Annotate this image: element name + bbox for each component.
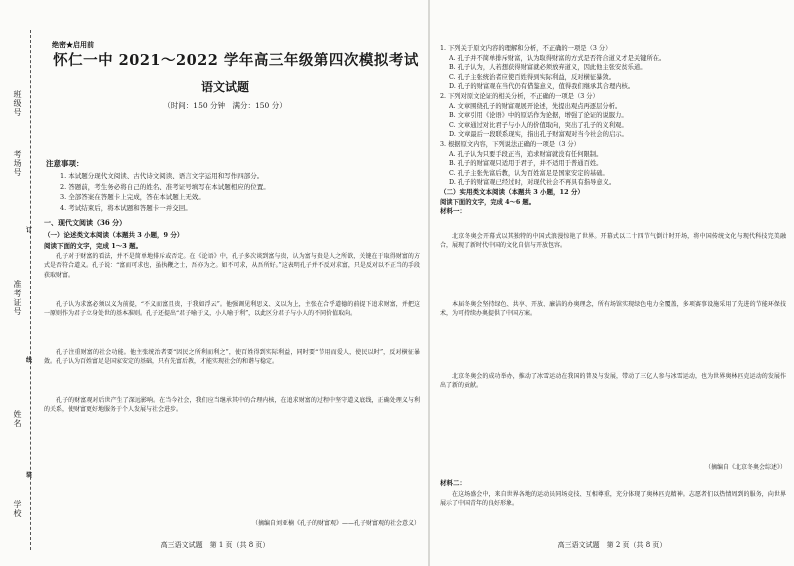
note-item: 4. 考试结束后，将本试题和答题卡一并交回。 (60, 203, 192, 212)
time-score: （时间：150 分钟 满分：150 分） (163, 101, 287, 110)
question-stem: 2. 下列对原文论证的相关分析，不正确的一项是（3 分） (440, 92, 599, 100)
passage-source: （摘编自刘亚楠《孔子的财富观》——孔子财富观的社会意义） (251, 520, 420, 527)
subsection-heading: （一）论述类文本阅读（本题共 3 小题，9 分） (44, 231, 184, 239)
margin-label-class: 班级号 (13, 90, 22, 117)
passage-paragraph: 孔子认为求富必须以义为前提，“不义而富且贵，于我如浮云”。他强调见利思义、义以为上，主张在合乎道德的前提下追求财富，并把这一原则作为君子立身处世的基本准则。孔子还提出“君子喻于义，小人喻于利”，以此区分君子与小人的不同价值取向。 (44, 301, 420, 318)
option: D. 孔子的财富观已经过时，对现代社会不再具有指导意义。 (449, 179, 616, 187)
subsection-heading: （二）实用类文本阅读（本题共 3 小题，12 分） (440, 187, 584, 196)
margin-label-name: 姓名 (13, 410, 22, 428)
material-paragraph: 北京冬奥会开幕式以其独特的中国式浪漫惊艳了世界。开幕式以二十四节气倒计时开场，将中国传统文化与现代科技完美融合，展现了新时代中国的文化自信与开放包容。 (440, 233, 786, 250)
material-paragraph: 北京冬奥会的成功举办，推动了冰雪运动在我国的普及与发展，带动了三亿人参与冰雪运动，也为世界奥林匹克运动的发展作出了新的贡献。 (440, 373, 786, 390)
material-paragraph: 在这场盛会中，来自世界各地的运动员同场竞技、互相尊重，充分体现了奥林匹克精神。志愿者们以热情周到的服务，向世界展示了中国青年的良好形象。 (440, 491, 786, 508)
read-instruction: 阅读下面的文字，完成 1～3 题。 (44, 242, 143, 250)
passage-paragraph: 孔子对于财富的看法，并不是简单地排斥或否定。在《论语》中，孔子多次谈到富与贵，认为富与贵是人之所欲，关键在于取得财富的方式是否符合道义。孔子说：“富而可求也，虽执鞭之士，吾亦为之。如不可求，从吾所好。”这表明孔子并不反对求富，只是反对以不正当的手段获取财富。 (44, 253, 420, 279)
material-heading: 材料二： (440, 479, 466, 487)
option: C. 孔子主张先富后教，认为百姓富足是国家安定的基础。 (449, 169, 609, 177)
option: C. 孔子主张统治者应使百姓得到实际利益，反对横征暴敛。 (449, 73, 616, 81)
material-paragraph: 本届冬奥会坚持绿色、共享、开放、廉洁的办奥理念，所有场馆实现绿色电力全覆盖，多项赛事设施采用了先进的节能环保技术，为可持续办奥提供了中国方案。 (440, 301, 786, 318)
read-instruction: 阅读下面的文字，完成 4～6 题。 (440, 198, 536, 206)
note-item: 1. 本试题分现代文阅读、古代诗文阅读、语言文字运用和写作四部分。 (60, 172, 264, 180)
margin-mark: 线 (26, 357, 33, 364)
margin-label-school: 学校 (13, 500, 22, 518)
page-footer: 高三语文试题 第 2 页（共 8 页） (557, 541, 667, 549)
note-item: 3. 全部答案在答题卡上完成，答在本试题上无效。 (60, 193, 205, 201)
margin-mark: 装 (26, 472, 33, 479)
option: D. 文章最后一段联系现实，指出孔子财富观对当今社会的启示。 (449, 131, 628, 139)
material-heading: 材料一： (440, 207, 466, 216)
passage-paragraph: 孔子的财富观对后世产生了深远影响。在当今社会，我们应当继承其中的合理内核，在追求财富的过程中坚守道义底线，正确处理义与利的关系，使财富更好地服务于个人发展与社会进步。 (44, 397, 420, 414)
passage-paragraph: 孔子注重财富的社会功能。他主张统治者要“因民之所利而利之”，使百姓得到实际利益，同时要“节用而爱人，使民以时”，反对横征暴敛。孔子认为百姓富足是国家安定的基础，只有先富后教，才能实现社会的和谐与稳定。 (44, 349, 420, 366)
exam-title: 怀仁一中 2021～2022 学年高三年级第四次模拟考试 (53, 52, 419, 69)
margin-mark: 订 (26, 227, 33, 234)
option: A. 文章围绕孔子的财富观展开论述，先提出观点再逐层分析。 (449, 102, 622, 110)
notes-list (60, 171, 420, 213)
section-heading: 一、现代文阅读（36 分） (44, 218, 127, 227)
question-stem: 3. 根据原文内容，下列说法正确的一项是（3 分） (440, 140, 580, 148)
note-item: 2. 答题前，考生务必将自己的姓名、准考证号填写在本试题相应的位置。 (60, 182, 270, 191)
margin-label-id: 准考证号 (13, 280, 22, 316)
option: B. 文章引用《论语》中的原话作为论据，增强了论证的说服力。 (449, 112, 628, 120)
confidential-mark: 绝密★启用前 (52, 40, 94, 49)
option: C. 文章通过对比君子与小人的价值取向，突出了孔子的义利观。 (449, 121, 628, 129)
option: A. 孔子认为只要手段正当，追求财富就没有任何限制。 (449, 150, 603, 158)
option: B. 孔子的财富观只适用于君子，并不适用于普通百姓。 (449, 160, 603, 168)
question-block (440, 44, 786, 217)
option: A. 孔子并不简单排斥财富，认为取得财富的方式是否符合道义才是关键所在。 (449, 54, 666, 62)
margin-label-room: 考场号 (13, 150, 22, 177)
question-stem: 1. 下列关于原文内容的理解和分析，不正确的一项是（3 分） (440, 45, 612, 52)
notes-heading: 注意事项： (46, 159, 84, 168)
exam-subject: 语文试题 (200, 80, 249, 94)
material-source: （摘编自《北京冬奥会综述》） (704, 464, 786, 471)
option: B. 孔子认为，人若想获得财富就必须放弃道义，因此他主张安贫乐道。 (449, 64, 647, 72)
page-right (430, 0, 794, 566)
option: D. 孔子的财富观在当代仍有借鉴意义，值得我们继承其合理内核。 (449, 83, 635, 91)
page-footer: 高三语文试题 第 1 页（共 8 页） (160, 541, 270, 549)
